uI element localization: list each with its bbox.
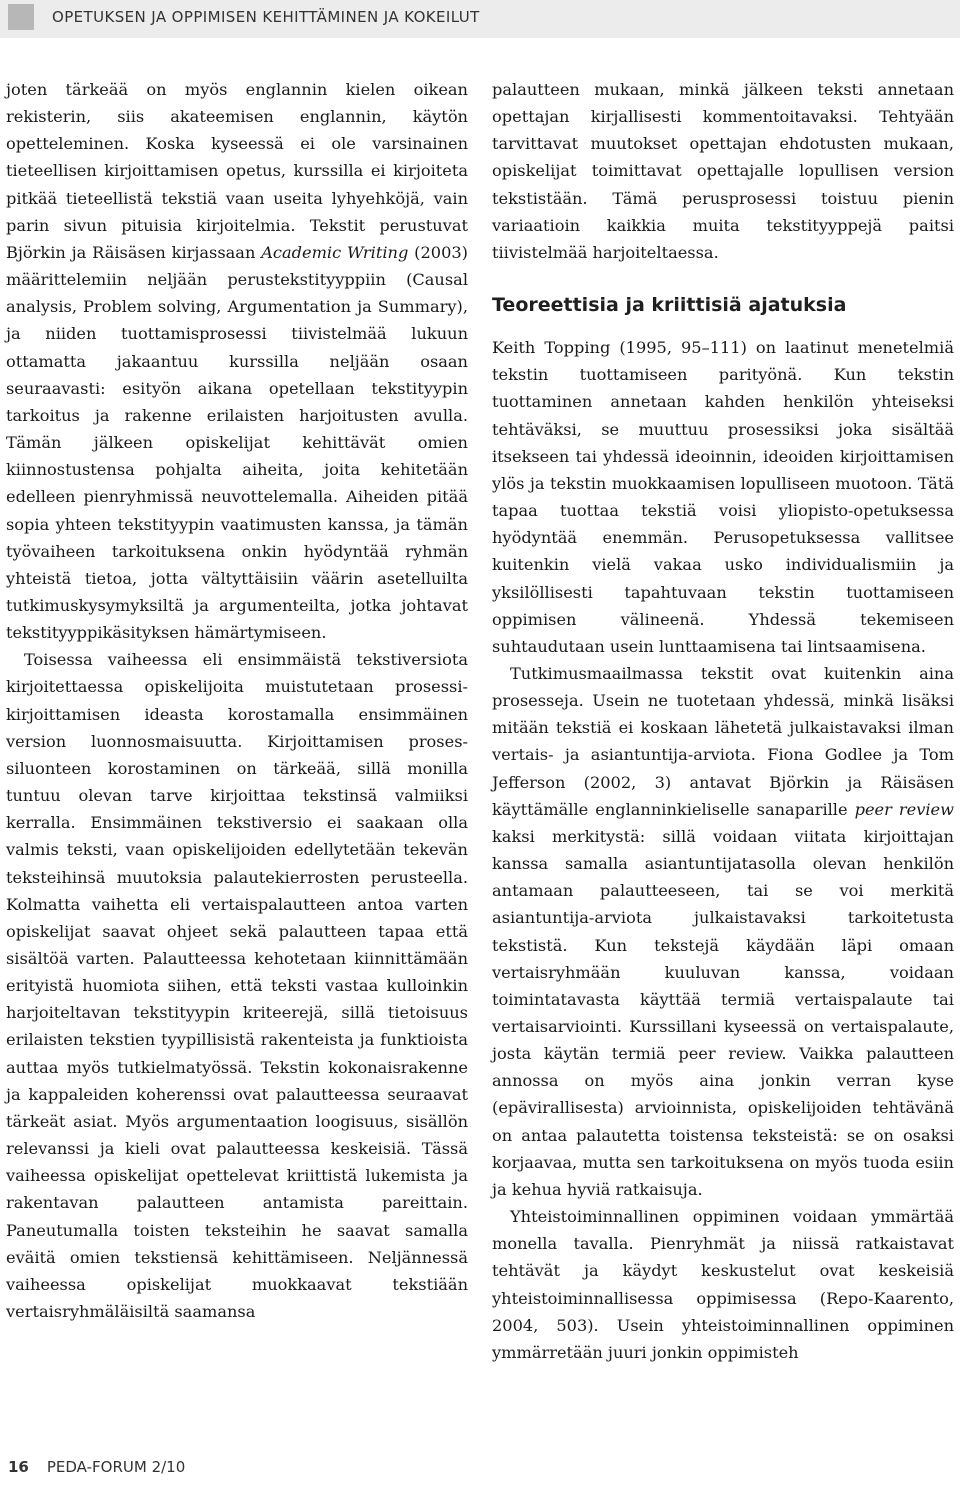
peer-review-term: peer review bbox=[854, 799, 954, 819]
left-paragraph-1 bbox=[6, 76, 468, 646]
left-paragraph-1-part-a: joten tärkeää on myös englannin kielen oikean rekisterin, siis akateemisen englannin, käytön opetteleminen. Koska kyseessä ei ole varsinainen tieteellisen kirjoittamisen opetus, kurssilla ei kirjoiteta pitkää tieteellistä tekstiä vaan useita lyhyehköjä, vain parin sivun pituisia kirjoitelmia. Tekstit perustuvat Björkin ja Räisäsen kirjassaan bbox=[6, 80, 468, 262]
running-header bbox=[0, 0, 960, 38]
running-header-title: OPETUKSEN JA OPPIMISEN KEHITTÄMINEN JA KOKEILUT bbox=[52, 8, 480, 26]
right-paragraph-3 bbox=[492, 660, 954, 1203]
left-column bbox=[6, 76, 468, 1325]
right-paragraph-3-part-a: Tutkimusmaailmassa tekstit ovat kuitenkin aina prosesseja. Usein ne tuotetaan yhdessä, minkä lisäksi mitään tekstiä ei koskaan lähetetä julkaistavaksi ilman vertais- ja asiantuntija-arviota. Fiona Godlee ja Tom Jefferson (2002, 3) antavat Björkin ja Räisäsen käyttämälle englanninkieliselle sanaparille bbox=[492, 663, 954, 819]
left-paragraph-2: Toisessa vaiheessa eli ensimmäistä tekstiversiota kirjoitettaessa opiskelijoita muistutetaan prosessikirjoittamisen ideasta korostamalla ensimmäinen version luonnosmaisuutta. Kirjoittamisen prosessiluonteen korostaminen on tärkeää, sillä monilla tuntuu olevan tarve kirjoittaa tekstinsä valmiiksi kerralla. Ensimmäinen tekstiversio ei saakaan olla valmis teksti, vaan opiskelijoiden edellytetään tekevän teksteihinsä muutoksia palautekierrosten perusteella. Kolmatta vaihetta eli vertaispalautteen antoa varten opiskelijat saavat ohjeet sekä palautteen tapaa että sisältöä varten. Palautteessa kehotetaan kiinnittämään erityistä huomiota siihen, että teksti vastaa kulloinkin harjoiteltavan tekstityypin kriteerejä, sillä tietoisuus erilaisten tekstien tyypillisistä rakenteista ja funktioista auttaa myös tutkielmatyössä. Tekstin kokonaisrakenne ja kappaleiden koherenssi ovat palautteessa seuraavat tärkeät asiat. Myös argumentaation loogisuus, sisällön relevanssi ja kieli ovat palautteessa keskeisiä. Tässä vaiheessa opiskelijat opettelevat kriittistä lukemista ja rakentavan palautteen antamista pareittain. Paneutumalla toisten teksteihin he saavat samalla eväitä omien tekstiensä kehittämiseen. Neljännessä vaiheessa opiskelijat muokkaavat tekstiään vertaisryhmäläisiltä saamansa bbox=[6, 650, 468, 1322]
left-paragraph-1-part-b: (2003) määrittelemiin neljään perustekstityyppiin (Causal analysis, Problem solving, Argumentation ja Summary), ja niiden tuottamisprosessi tiivistelmää lukuun ottamatta jakaantuu kurssilla neljään osaan seuraavasti: esityön aikana opetellaan tekstityypin tarkoitus ja rakenne erilaisten harjoitusten avulla. Tämän jälkeen opiskelijat kehittävät omien kiinnostustensa pohjalta aiheita, joita kehitetään edelleen pienryhmissä neuvottelemalla. Aiheiden pitää sopia yhteen tekstityypin vaatimusten kanssa, ja tämän työvaiheen tarkoituksena onkin hyödyntää ryhmän yhteistä tietoa, jotta vältyttäisiin väärin asetelluilta tutkimuskysymyksiltä ja argumenteilta, jotka johtavat tekstityyppikäsityksen hämärtymiseen. bbox=[6, 242, 468, 643]
page-footer bbox=[8, 1458, 185, 1476]
book-title: Academic Writing bbox=[261, 242, 409, 262]
section-heading: Teoreettisia ja kriittisiä ajatuksia bbox=[492, 294, 847, 317]
header-marker-square bbox=[8, 4, 34, 30]
right-paragraph-3-part-b: kaksi merkitystä: sillä voidaan viitata kirjoittajan kanssa samalla asiantuntijatasolla olevan henkilön antamaan palautteeseen, tai se voi merkitä asiantuntija-arviota julkaistavaksi tarkoitetusta tekstistä. Kun tekstejä käydään läpi omaan vertaisryhmään kuuluvan kanssa, voidaan toimintatavasta käyttää termiä vertaispalaute tai vertaisarviointi. Kurssillani kyseessä on vertaispalaute, josta käytän termiä peer review. Vaikka palautteen annossa on myös aina jonkin verran kyse (epävirallisesta) arvioinnista, opiskelijoiden tehtävänä on antaa palautetta toistensa teksteistä: se on osaksi korjaavaa, mutta sen tarkoituksena on myös tuoda esiin ja kehua hyviä ratkaisuja. bbox=[492, 826, 954, 1199]
journal-issue: PEDA-FORUM 2/10 bbox=[46, 1458, 186, 1476]
page-number: 16 bbox=[8, 1458, 29, 1476]
right-column bbox=[492, 76, 954, 1366]
right-paragraph-1: palautteen mukaan, minkä jälkeen teksti annetaan opettajan kirjallisesti kommentoitavaksi. Tehtyään tarvittavat muutokset opettajan ehdotusten mukaan, opiskelijat toimittavat opettajalle lopullisen version tekstistään. Tämä perusprosessi toistuu pienin variaatioin kaikkia muita tekstityyppejä paitsi tiivistelmää harjoiteltaessa. bbox=[492, 80, 954, 262]
right-paragraph-4: Yhteistoiminnallinen oppiminen voidaan ymmärtää monella tavalla. Pienryhmät ja niissä ratkaistavat tehtävät ja käydyt keskustelut ovat keskeisiä yhteistoiminnallisessa oppimisessa (Repo-Kaarento, 2004, 503). Usein yhteistoiminnallinen oppiminen ymmärretään juuri jonkin oppimisteh bbox=[492, 1207, 954, 1362]
right-paragraph-2: Keith Topping (1995, 95–111) on laatinut menetelmiä tekstin tuottamiseen parityönä. Kun tekstin tuottaminen annetaan kahden henkilön yhteiseksi tehtäväksi, se muuttuu prosessiksi joka sisältää itsekseen tai yhdessä ideoinnin, ideoiden kirjoittamisen ylös ja tekstin muokkaamisen lopulliseen muotoon. Tätä tapaa tuottaa tekstiä voisi yliopisto-opetuksessa hyödyntää enemmän. Perusopetuksessa vallitsee kuitenkin vielä vakaa usko individualismiin ja yksilöllisesti tapahtuvaan tekstin tuottamiseen oppimisen välineenä. Yhdessä tekemiseen suhtaudutaan usein lunttaamisena tai lintsaamisena. bbox=[492, 338, 954, 656]
